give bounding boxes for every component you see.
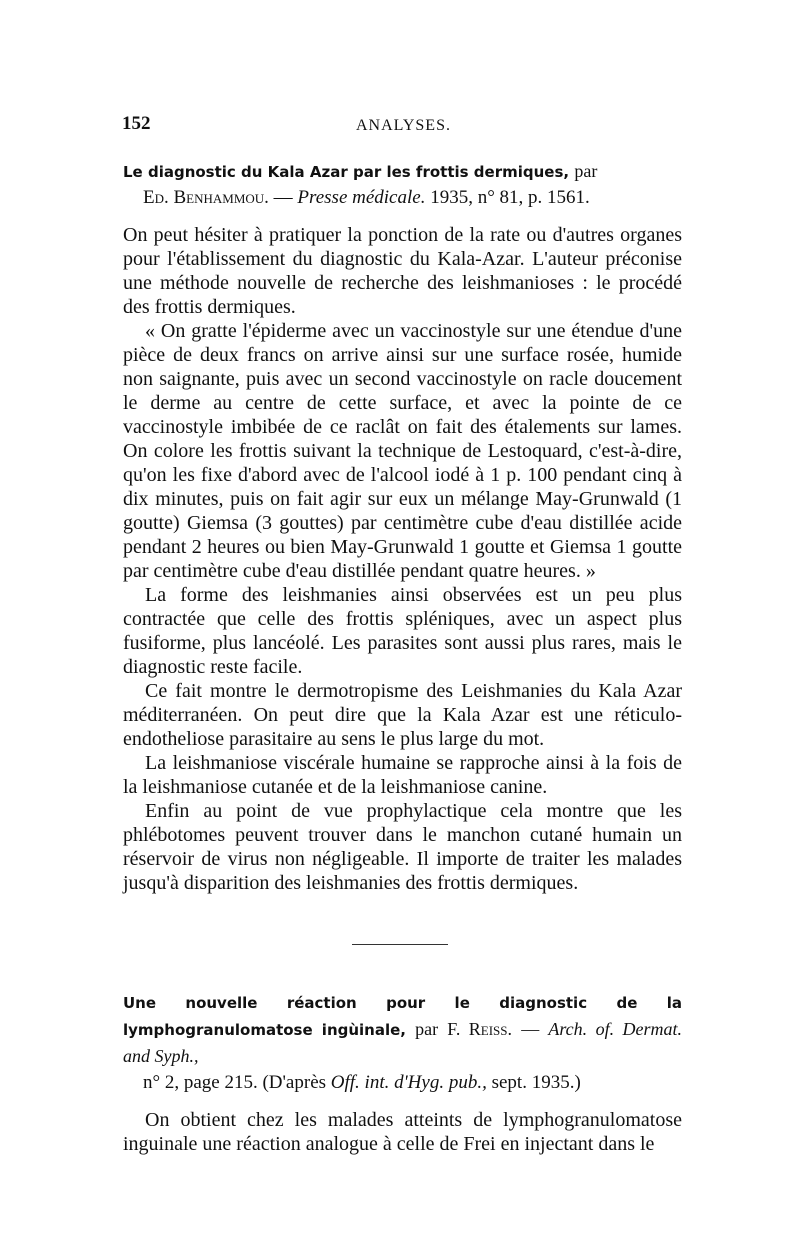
- article-2-title: Une nouvelle réaction pour le diagnostic de la lymphogranulomatose ingùinale,: [123, 994, 682, 1039]
- article-2-body: [123, 1108, 682, 1156]
- article-2-journal: Arch. of. Dermat. and Syph.,: [123, 1019, 682, 1066]
- page-number: 152: [122, 113, 151, 134]
- running-title: ANALYSES.: [356, 117, 451, 134]
- article-2-citation-date: sept. 1935.): [491, 1072, 581, 1093]
- article-2-dash: —: [521, 1019, 540, 1039]
- article-2-paragraph: On obtient chez les malades atteints de lymphogranulomatose inguinale une réaction analogue à celle de Frei en injectant dans le: [123, 1109, 682, 1155]
- article-1-citation-line: [143, 185, 682, 211]
- article-2-author: F. Reiss.: [447, 1019, 513, 1039]
- article-1-title: Le diagnostic du Kala Azar par les frottis dermiques,: [123, 163, 570, 181]
- article-1-title-line: [123, 158, 682, 185]
- article-1-title-par: par: [574, 161, 598, 181]
- article-2-citation: n° 2, page 215. (D'après: [143, 1072, 327, 1093]
- article-2-title-par: par: [415, 1019, 439, 1039]
- article-1-paragraph: Enfin au point de vue prophylactique cela montre que les phlébotomes peuvent trouver dans le manchon cutané humain un réservoir de virus non négligeable. Il importe de traiter les malades jusqu'à disparition des leishmanies des frottis dermiques.: [123, 800, 682, 894]
- article-1-paragraph: La forme des leishmanies ainsi observées est un peu plus contractée que celle des frottis spléniques, avec un aspect plus fusiforme, plus lancéolé. Les parasites sont aussi plus rares, mais le diagnostic reste facile.: [123, 584, 682, 678]
- article-1: [123, 158, 682, 895]
- article-1-paragraph: Ce fait montre le dermotropisme des Leishmanies du Kala Azar méditerranéen. On peut dire que la Kala Azar est une réticulo-endotheliose parasitaire au sens le plus large du mot.: [123, 680, 682, 750]
- article-1-author: Ed. Benhammou.: [143, 187, 269, 208]
- article-2: [123, 990, 682, 1156]
- article-1-citation: 1935, n° 81, p. 1561.: [430, 187, 590, 208]
- section-divider: [352, 944, 448, 945]
- article-1-paragraph: On peut hésiter à pratiquer la ponction de la rate ou d'autres organes pour l'établissement du diagnostic du Kala-Azar. L'auteur préconise une méthode nouvelle de recherche des leishmanioses : le procédé des frottis dermiques.: [123, 224, 682, 318]
- article-1-paragraph: La leishmaniose viscérale humaine se rapproche ainsi à la fois de la leishmaniose cutanée et de la leishmaniose canine.: [123, 752, 682, 798]
- article-2-citation-line: [143, 1070, 682, 1096]
- article-1-dash: —: [273, 187, 293, 208]
- article-2-citation-source: Off. int. d'Hyg. pub.,: [330, 1072, 487, 1093]
- article-1-journal: Presse médicale.: [297, 187, 426, 208]
- article-1-body: [123, 223, 682, 895]
- article-2-title-line: [123, 990, 682, 1070]
- article-1-paragraph: « On gratte l'épiderme avec un vaccinostyle sur une étendue d'une pièce de deux francs on arrive ainsi sur une surface rosée, humide non saignante, puis avec un second vaccinostyle on racle doucement le derme au centre de cette surface, et avec la pointe de ce vaccinostyle imbibée de ce raclât on fait des étalements sur lames. On colore les frottis suivant la technique de Lestoquard, c'est-à-dire, qu'on les fixe d'abord avec de l'alcool iodé à 1 p. 100 pendant cinq à dix minutes, puis on fait agir sur eux un mélange May-Grunwald (1 goutte) Giemsa (3 gouttes) par centimètre cube d'eau distillée acide pendant 2 heures ou bien May-Grunwald 1 goutte et Giemsa 1 goutte par centimètre cube d'eau distillée pendant quatre heures. »: [123, 320, 682, 582]
